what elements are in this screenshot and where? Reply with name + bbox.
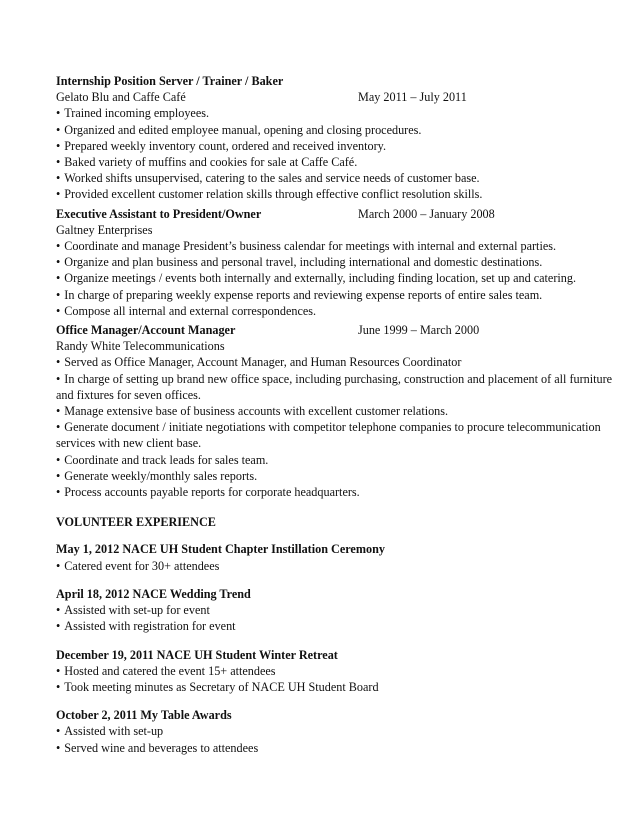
bullet-text: Hosted and catered the event 15+ attendees xyxy=(64,663,276,678)
bullet-item xyxy=(56,354,616,370)
bullet-icon: • xyxy=(56,371,61,386)
bullet-text: Catered event for 30+ attendees xyxy=(64,558,220,573)
event-title: April 18, 2012 NACE Wedding Trend xyxy=(56,586,251,601)
company-name: Gelato Blu and Caffe Café xyxy=(56,90,186,105)
bullet-icon: • xyxy=(56,619,61,634)
bullet-item xyxy=(56,154,616,170)
job-header xyxy=(56,73,616,89)
bullet-item xyxy=(56,452,616,468)
job-title: Executive Assistant to President/Owner xyxy=(56,206,262,221)
bullet-text: Generate document / initiate negotiations with competitor telephone companies to procure telecommunication services with new client base. xyxy=(56,420,601,451)
bullet-text: In charge of preparing weekly expense reports and reviewing expense reports of entire sales team. xyxy=(64,287,543,302)
job-dates: May 2011 – July 2011 xyxy=(358,90,467,105)
bullet-item xyxy=(56,679,616,695)
bullet-text: Served as Office Manager, Account Manager, and Human Resources Coordinator xyxy=(64,355,462,370)
bullet-text: Provided excellent customer relation skills through effective conflict resolution skills. xyxy=(64,187,483,202)
bullet-text: Coordinate and track leads for sales team. xyxy=(64,452,269,467)
volunteer-heading: VOLUNTEER EXPERIENCE xyxy=(56,515,216,530)
company-name: Galtney Enterprises xyxy=(56,222,153,237)
bullet-text: Generate weekly/monthly sales reports. xyxy=(64,468,258,483)
bullet-text: Assisted with set-up xyxy=(64,724,164,739)
bullet-icon: • xyxy=(56,239,61,254)
job-entry xyxy=(56,322,616,500)
bullet-list xyxy=(56,354,616,500)
bullet-icon: • xyxy=(56,404,61,419)
bullet-item xyxy=(56,186,616,202)
job-title: Internship Position Server / Trainer / Baker xyxy=(56,74,284,88)
bullet-item xyxy=(56,122,616,138)
job-dates: June 1999 – March 2000 xyxy=(358,323,480,338)
bullet-text: Worked shifts unsupervised, catering to the sales and service needs of customer base. xyxy=(64,171,480,186)
resume-page xyxy=(56,73,616,768)
bullet-text: Organized and edited employee manual, opening and closing procedures. xyxy=(64,122,422,137)
bullet-list xyxy=(56,238,616,319)
bullet-item xyxy=(56,238,616,254)
bullet-text: Assisted with set-up for event xyxy=(64,603,210,618)
bullet-icon: • xyxy=(56,171,61,186)
bullet-icon: • xyxy=(56,603,61,618)
bullet-item xyxy=(56,287,616,303)
job-entry xyxy=(56,73,616,203)
bullet-item xyxy=(56,105,616,121)
bullet-icon: • xyxy=(56,452,61,467)
bullet-icon: • xyxy=(56,122,61,137)
bullet-text: Served wine and beverages to attendees xyxy=(64,740,259,755)
bullet-item xyxy=(56,468,616,484)
bullet-item xyxy=(56,419,616,451)
bullet-item xyxy=(56,138,616,154)
volunteer-event xyxy=(56,707,616,756)
bullet-icon: • xyxy=(56,303,61,318)
bullet-text: Manage extensive base of business accounts with excellent customer relations. xyxy=(64,404,449,419)
bullet-item xyxy=(56,602,616,618)
job-entry xyxy=(56,206,616,319)
event-title: May 1, 2012 NACE UH Student Chapter Instillation Ceremony xyxy=(56,542,385,557)
bullet-icon: • xyxy=(56,287,61,302)
bullet-icon: • xyxy=(56,355,61,370)
company-line xyxy=(56,338,616,354)
bullet-text: Organize meetings / events both internally and externally, including finding location, set up and catering. xyxy=(64,271,577,286)
bullet-item xyxy=(56,270,616,286)
bullet-icon: • xyxy=(56,420,61,435)
bullet-icon: • xyxy=(56,187,61,202)
job-header xyxy=(56,206,616,222)
bullet-text: Trained incoming employees. xyxy=(64,106,210,121)
bullet-icon: • xyxy=(56,138,61,153)
bullet-text: Organize and plan business and personal travel, including international and domestic destinations. xyxy=(64,255,543,270)
bullet-icon: • xyxy=(56,468,61,483)
volunteer-event xyxy=(56,647,616,696)
bullet-item xyxy=(56,723,616,739)
bullet-icon: • xyxy=(56,106,61,121)
bullet-text: Coordinate and manage President’s business calendar for meetings with internal and external parties. xyxy=(64,239,557,254)
volunteer-event xyxy=(56,541,616,573)
company-name: Randy White Telecommunications xyxy=(56,339,225,354)
event-title: October 2, 2011 My Table Awards xyxy=(56,708,232,723)
bullet-text: Took meeting minutes as Secretary of NACE UH Student Board xyxy=(64,679,379,694)
bullet-icon: • xyxy=(56,724,61,739)
bullet-text: Compose all internal and external correspondences. xyxy=(64,303,317,318)
bullet-list xyxy=(56,105,616,202)
bullet-icon: • xyxy=(56,485,61,500)
bullet-item xyxy=(56,618,616,634)
bullet-item xyxy=(56,170,616,186)
bullet-item xyxy=(56,254,616,270)
job-dates: March 2000 – January 2008 xyxy=(358,206,495,221)
bullet-icon: • xyxy=(56,255,61,270)
bullet-icon: • xyxy=(56,155,61,170)
bullet-icon: • xyxy=(56,663,61,678)
bullet-icon: • xyxy=(56,679,61,694)
bullet-item xyxy=(56,740,616,756)
bullet-text: Assisted with registration for event xyxy=(64,619,236,634)
event-title: December 19, 2011 NACE UH Student Winter Retreat xyxy=(56,647,338,662)
bullet-item xyxy=(56,403,616,419)
bullet-item xyxy=(56,558,616,574)
bullet-text: Baked variety of muffins and cookies for sale at Caffe Café. xyxy=(64,155,358,170)
bullet-icon: • xyxy=(56,558,61,573)
bullet-item xyxy=(56,484,616,500)
bullet-icon: • xyxy=(56,740,61,755)
bullet-item xyxy=(56,663,616,679)
bullet-text: Process accounts payable reports for corporate headquarters. xyxy=(64,485,360,500)
bullet-icon: • xyxy=(56,271,61,286)
bullet-item xyxy=(56,303,616,319)
company-line xyxy=(56,222,616,238)
bullet-text: In charge of setting up brand new office space, including purchasing, construction and placement of all furniture and fixtures for seven offices. xyxy=(56,371,613,402)
job-title: Office Manager/Account Manager xyxy=(56,323,236,338)
volunteer-event xyxy=(56,586,616,635)
bullet-item xyxy=(56,371,616,403)
bullet-text: Prepared weekly inventory count, ordered and received inventory. xyxy=(64,138,386,153)
company-line xyxy=(56,89,616,105)
job-header xyxy=(56,322,616,338)
